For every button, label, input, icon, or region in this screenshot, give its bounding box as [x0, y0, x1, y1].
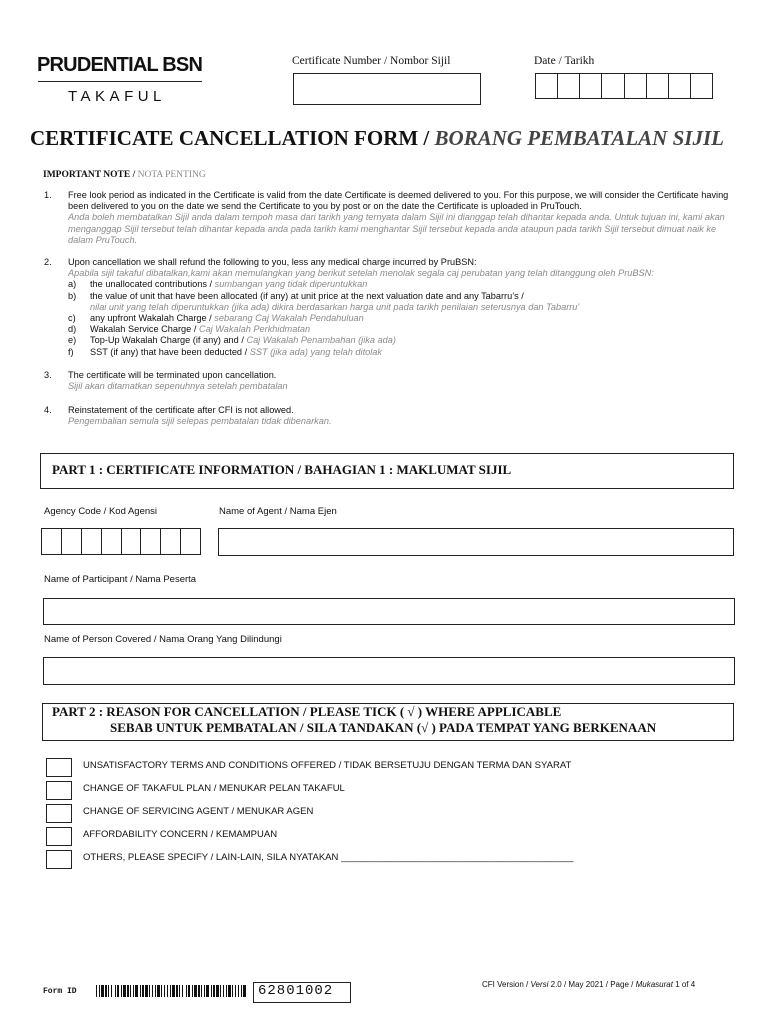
barcode-bar: [133, 985, 134, 997]
subitem-text: Wakalah Service Charge /: [90, 324, 199, 335]
barcode-bar: [167, 985, 168, 997]
form-number: 62801002: [258, 983, 334, 999]
barcode-bar: [176, 985, 178, 997]
part2-title-malay: SEBAB UNTUK PEMBATALAN / SILA TANDAKAN (√ ) PADA TEMPAT YANG BERKENAAN: [110, 720, 657, 735]
note-text: Free look period as indicated in the Certificate is valid from the date Certificate is deemed delivered to you. For this purpose, we will consider the Certificate having been delivered to you on the date we send the Certificate to you by post or on the date the Certificate is uploaded in PruTouch.: [68, 190, 729, 212]
agency-code-cell[interactable]: [122, 529, 142, 554]
barcode-bar: [198, 985, 200, 997]
note-subitem: [68, 279, 734, 290]
form-title-malay: BORANG PEMBATALAN SIJIL: [434, 126, 724, 150]
subitem-text-malay: SST (jika ada) yang telah ditolak: [249, 346, 382, 357]
agency-code-label: Agency Code / Kod Agensi: [44, 506, 158, 517]
barcode-bar: [164, 985, 165, 997]
subitem-letter: a): [68, 279, 77, 290]
reason-label: UNSATISFACTORY TERMS AND CONDITIONS OFFERED / TIDAK BERSETUJU DENGAN TERMA DAN SYARAT: [83, 760, 572, 771]
version-mid: 2.0 / May 2021 / Page /: [548, 980, 636, 989]
note-subitem: [68, 291, 734, 302]
important-note-label: IMPORTANT NOTE /: [43, 170, 138, 180]
reason-checkbox-unsatisfactory-terms[interactable]: [46, 758, 72, 777]
date-cell[interactable]: [536, 74, 558, 98]
note-text-malay: Sijil akan ditamatkan sepenuhnya setelah pembatalan: [68, 381, 288, 392]
barcode-bar: [96, 985, 97, 997]
note-number: 2.: [44, 257, 52, 267]
barcode-bar: [111, 985, 112, 997]
date-cell[interactable]: [647, 74, 669, 98]
note-subitem: [68, 313, 734, 324]
person-covered-label: Name of Person Covered / Nama Orang Yang Dilindungi: [44, 634, 282, 645]
barcode-bar: [194, 985, 197, 997]
note-2: [44, 257, 734, 358]
date-cell[interactable]: [691, 74, 712, 98]
reason-checkbox-change-agent[interactable]: [46, 804, 72, 823]
barcode-bar: [130, 985, 131, 997]
barcode-bar: [188, 985, 190, 997]
note-subitem: [68, 302, 734, 313]
version-info: [482, 980, 695, 989]
barcode-bar: [213, 985, 215, 997]
note-subitem: [68, 347, 734, 358]
note-1: [44, 190, 734, 246]
part2-title: PART 2 : REASON FOR CANCELLATION / PLEASE TICK ( √ ) WHERE APPLICABLE: [52, 704, 562, 719]
agent-name-field[interactable]: [218, 528, 734, 556]
barcode-bar: [186, 985, 187, 997]
barcode-bar: [99, 985, 100, 997]
barcode-bar: [179, 985, 180, 997]
barcode-bar: [145, 985, 148, 997]
barcode-bar: [220, 985, 221, 997]
date-cell[interactable]: [558, 74, 580, 98]
note-subitem: [68, 335, 734, 346]
subitem-text: any upfront Wakalah Charge /: [90, 313, 215, 324]
agency-code-cell[interactable]: [42, 529, 62, 554]
date-cell[interactable]: [602, 74, 624, 98]
part1-title: PART 1 : CERTIFICATE INFORMATION / BAHAGIAN 1 : MAKLUMAT SIJIL: [52, 462, 512, 477]
subitem-letter: [68, 302, 90, 313]
reason-checkbox-others[interactable]: [46, 850, 72, 869]
note-text-malay: Anda boleh membatalkan Sijil anda dalam tempoh masa dari tarikh yang ternyata dalam Sijil ini dianggap telah dihantar kepada anda. Untuk tujuan ini, kami akan menganggap Sijil tersebut telah dihantar kepada anda pada tarikh kami menghantar Sijil tersebut kepada anda ataupun pada tarikh Sijil tersebut dimuat naik ke dalam PruTouch.: [68, 212, 725, 245]
barcode-bar: [172, 985, 175, 997]
barcode-bar: [241, 985, 242, 997]
reason-label: AFFORDABILITY CONCERN / KEMAMPUAN: [83, 829, 278, 840]
version-prefix: CFI Version /: [482, 980, 531, 989]
barcode-bar: [206, 985, 209, 997]
note-number: 3.: [44, 370, 52, 380]
barcode-bar: [223, 985, 224, 997]
barcode-bar: [127, 985, 129, 997]
note-subitem: [68, 324, 734, 335]
subitem-text: Top-Up Wakalah Charge (if any) and /: [90, 335, 247, 346]
logo-prudential-bsn: PRUDENTIAL BSN: [37, 54, 203, 76]
subitem-text: the value of unit that have been allocated (if any) at unit price at the next valuation date and any Tabarru’s /: [90, 290, 524, 301]
note-4: [44, 405, 734, 427]
subitem-text-malay: nilai unit yang telah diperuntukkan (jika ada) dikira berdasarkan harga unit pada tarikh penilaian seterusnya dan Tabarru’: [90, 301, 580, 312]
participant-name-label: Name of Participant / Nama Peserta: [44, 574, 197, 585]
subitem-text-malay: Caj Wakalah Perkhidmatan: [198, 324, 311, 335]
note-text: Reinstatement of the certificate after CFI is not allowed.: [68, 405, 294, 415]
barcode-bar: [192, 985, 193, 997]
barcode-bar: [170, 985, 171, 997]
barcode-bar: [216, 985, 219, 997]
agency-code-cell[interactable]: [141, 529, 161, 554]
barcode-bar: [182, 985, 183, 997]
barcode-bar: [238, 985, 239, 997]
barcode-bar: [108, 985, 109, 997]
barcode-bar: [161, 985, 162, 997]
version-italic: Versi: [530, 980, 549, 989]
barcode-bar: [101, 985, 104, 997]
agency-code-cell[interactable]: [181, 529, 200, 554]
barcode-bar: [243, 985, 246, 997]
note-text-malay: Pengembalian semula sijil selepas pembatalan tidak dibenarkan.: [68, 416, 332, 427]
certificate-number-field[interactable]: [293, 73, 481, 105]
form-id-label: Form ID: [43, 987, 77, 996]
subitem-letter: c): [68, 313, 76, 324]
date-cell[interactable]: [669, 74, 691, 98]
note-text: The certificate will be terminated upon cancellation.: [68, 370, 277, 380]
form-title: [30, 126, 724, 151]
barcode-bar: [149, 985, 150, 997]
barcode-bar: [228, 985, 231, 997]
agent-name-label: Name of Agent / Nama Ejen: [219, 506, 337, 517]
barcode-bar: [117, 985, 119, 997]
date-cell[interactable]: [625, 74, 647, 98]
barcode-bar: [121, 985, 122, 997]
reason-checkbox-change-plan[interactable]: [46, 781, 72, 800]
person-covered-field[interactable]: [43, 657, 735, 685]
logo-divider: [38, 81, 202, 82]
barcode-bar: [123, 985, 126, 997]
subitem-text-malay: sumbangan yang tidak diperuntukkan: [214, 279, 368, 290]
barcode-bar: [157, 985, 160, 997]
barcode-bar: [135, 985, 138, 997]
page-suffix: 1 of 4: [672, 980, 696, 989]
barcode-bar: [105, 985, 107, 997]
form-title-english: CERTIFICATE CANCELLATION FORM /: [30, 126, 435, 150]
certificate-number-label: Certificate Number / Nombor Sijil: [292, 55, 451, 67]
barcode-bar: [115, 985, 116, 997]
barcode-bar: [152, 985, 153, 997]
barcode-bar: [235, 985, 236, 997]
date-label: Date / Tarikh: [534, 55, 595, 67]
participant-name-field[interactable]: [43, 598, 735, 625]
note-text-malay: Apabila sijil takaful dibatalkan,kami akan memulangkan yang berikut setelah menolak segala caj perubatan yang telah ditanggung oleh PruBSN:: [68, 268, 654, 279]
barcode: [96, 985, 246, 997]
barcode-bar: [142, 985, 144, 997]
agency-code-cell[interactable]: [62, 529, 82, 554]
important-note-label-malay: NOTA PENTING: [137, 170, 206, 180]
important-note-heading: [43, 170, 206, 180]
subitem-letter: e): [68, 335, 77, 346]
note-text: Upon cancellation we shall refund the following to you, less any medical charge incurred by PruBSN:: [68, 257, 477, 267]
barcode-bar: [232, 985, 233, 997]
date-cell[interactable]: [580, 74, 602, 98]
reason-checkbox-affordability[interactable]: [46, 827, 72, 846]
subitem-text-malay: Caj Wakalah Penambahan (jika ada): [246, 335, 396, 346]
subitem-text: the unallocated contributions /: [90, 279, 215, 290]
subitem-text: SST (if any) that have been deducted /: [90, 346, 250, 357]
subitem-letter: f): [68, 346, 74, 357]
date-field[interactable]: [535, 73, 713, 99]
agency-code-cell[interactable]: [82, 529, 102, 554]
barcode-bar: [211, 985, 212, 997]
agency-code-cell[interactable]: [161, 529, 181, 554]
subitem-letter: b): [68, 290, 77, 301]
barcode-bar: [226, 985, 227, 997]
reason-label: CHANGE OF TAKAFUL PLAN / MENUKAR PELAN TAKAFUL: [83, 783, 345, 794]
barcode-bar: [155, 985, 156, 997]
logo-takaful: TAKAFUL: [68, 88, 166, 105]
reason-label: CHANGE OF SERVICING AGENT / MENUKAR AGEN: [83, 806, 314, 817]
subitem-text-malay: sebarang Caj Wakalah Pendahuluan: [214, 313, 364, 324]
note-3: [44, 370, 734, 392]
barcode-bar: [140, 985, 141, 997]
agency-code-field[interactable]: [41, 528, 201, 555]
note-number: 4.: [44, 405, 52, 415]
barcode-bar: [204, 985, 205, 997]
barcode-bar: [201, 985, 202, 997]
note-number: 1.: [44, 190, 52, 200]
reason-label: OTHERS, PLEASE SPECIFY / LAIN-LAIN, SILA NYATAKAN ____________________________________________: [83, 852, 574, 863]
subitem-letter: d): [68, 324, 77, 335]
agency-code-cell[interactable]: [102, 529, 122, 554]
page-italic: Mukasurat: [635, 980, 673, 989]
